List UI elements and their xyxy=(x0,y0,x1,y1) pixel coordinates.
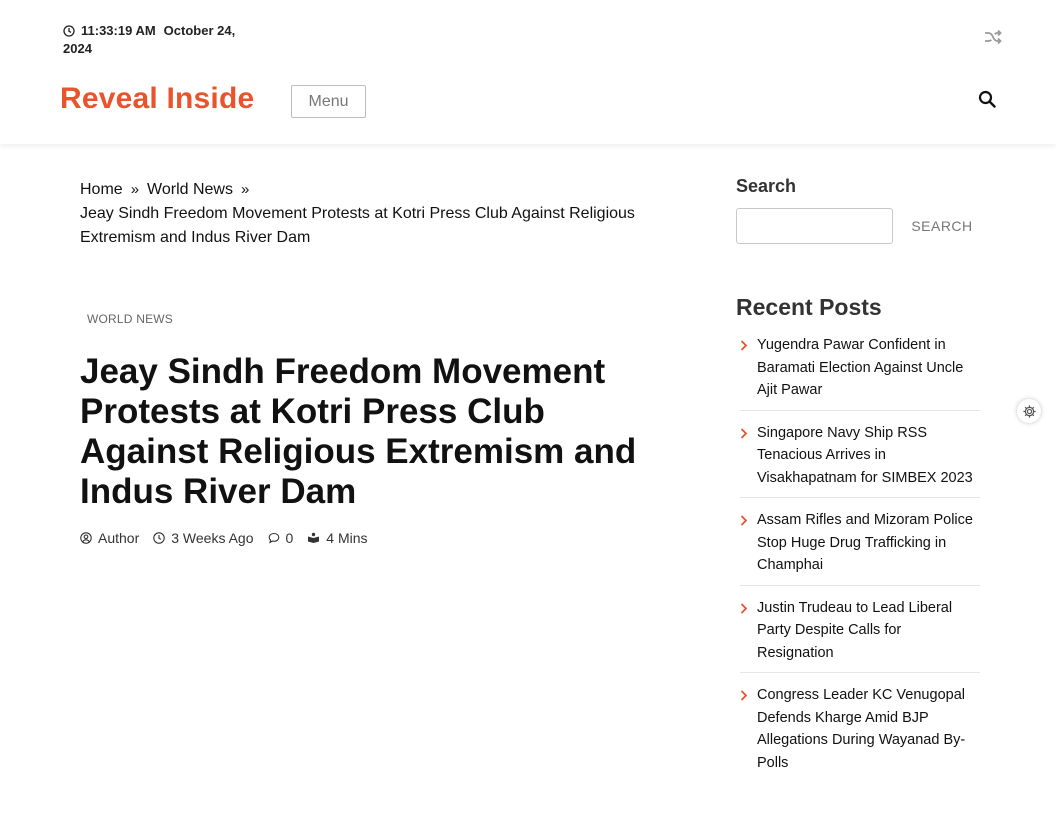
recent-post-link[interactable]: Justin Trudeau to Lead Liberal Party Despite Calls for Resignation xyxy=(757,599,953,661)
site-logo[interactable]: Reveal Inside xyxy=(60,82,255,115)
user-icon xyxy=(80,532,92,544)
breadcrumb-separator: » xyxy=(130,181,140,198)
chevron-right-icon xyxy=(740,509,757,577)
clock-icon xyxy=(63,25,75,41)
list-item xyxy=(740,422,980,499)
breadcrumb-category[interactable]: World News xyxy=(147,181,233,198)
recent-posts-list xyxy=(740,334,980,793)
sidebar-search-button[interactable]: SEARCH xyxy=(906,208,978,244)
chevron-right-icon xyxy=(740,684,757,774)
article-title: Jeay Sindh Freedom Movement Protests at Kotri Press Club Against Religious Extremism and Indus River Dam xyxy=(80,352,637,511)
article-category[interactable]: WORLD NEWS xyxy=(87,312,173,326)
post-time-ago: 3 Weeks Ago xyxy=(171,530,254,546)
comment-icon xyxy=(268,532,280,544)
list-item xyxy=(740,684,980,782)
recent-post-link[interactable]: Congress Leader KC Venugopal Defends Kharge Amid BJP Allegations During Wayanad By-Polls xyxy=(757,687,966,771)
current-time: 11:33:19 AM xyxy=(81,23,156,38)
read-time: 4 Mins xyxy=(326,530,368,546)
shuffle-icon[interactable] xyxy=(984,29,1004,47)
chevron-right-icon xyxy=(740,334,757,402)
site-header xyxy=(0,0,1056,144)
gear-icon[interactable] xyxy=(1017,399,1041,423)
breadcrumb-current: Jeay Sindh Freedom Movement Protests at Kotri Press Club Against Religious Extremism and Indus River Dam xyxy=(80,205,635,246)
recent-posts-title: Recent Posts xyxy=(736,294,882,320)
article-meta xyxy=(80,530,382,546)
chevron-right-icon xyxy=(740,597,757,665)
recent-post-link[interactable]: Singapore Navy Ship RSS Tenacious Arrives in Visakhapatnam for SIMBEX 2023 xyxy=(757,424,973,486)
meta-date xyxy=(153,530,253,546)
recent-post-link[interactable]: Assam Rifles and Mizoram Police Stop Huge Drug Trafficking in Champhai xyxy=(757,512,973,573)
author-name: Author xyxy=(98,530,140,546)
list-item xyxy=(740,597,980,674)
breadcrumb-separator: » xyxy=(240,181,250,198)
book-icon xyxy=(307,532,320,544)
sidebar-search-title: Search xyxy=(736,176,797,196)
meta-read-time xyxy=(307,530,367,546)
sidebar-search-input[interactable] xyxy=(736,208,893,244)
current-date: October 24, 2024 xyxy=(63,23,236,56)
breadcrumb-home[interactable]: Home xyxy=(80,181,123,198)
date-time xyxy=(63,23,243,57)
meta-author[interactable] xyxy=(80,530,139,546)
menu-button[interactable]: Menu xyxy=(291,85,366,118)
breadcrumb xyxy=(80,178,680,250)
list-item xyxy=(740,334,980,411)
clock-icon xyxy=(153,532,165,544)
comment-count: 0 xyxy=(285,530,294,546)
search-icon[interactable] xyxy=(978,90,998,110)
meta-comments[interactable] xyxy=(268,530,294,546)
chevron-right-icon xyxy=(740,422,757,490)
recent-post-link[interactable]: Yugendra Pawar Confident in Baramati Election Against Uncle Ajit Pawar xyxy=(757,337,964,398)
list-item xyxy=(740,509,980,586)
